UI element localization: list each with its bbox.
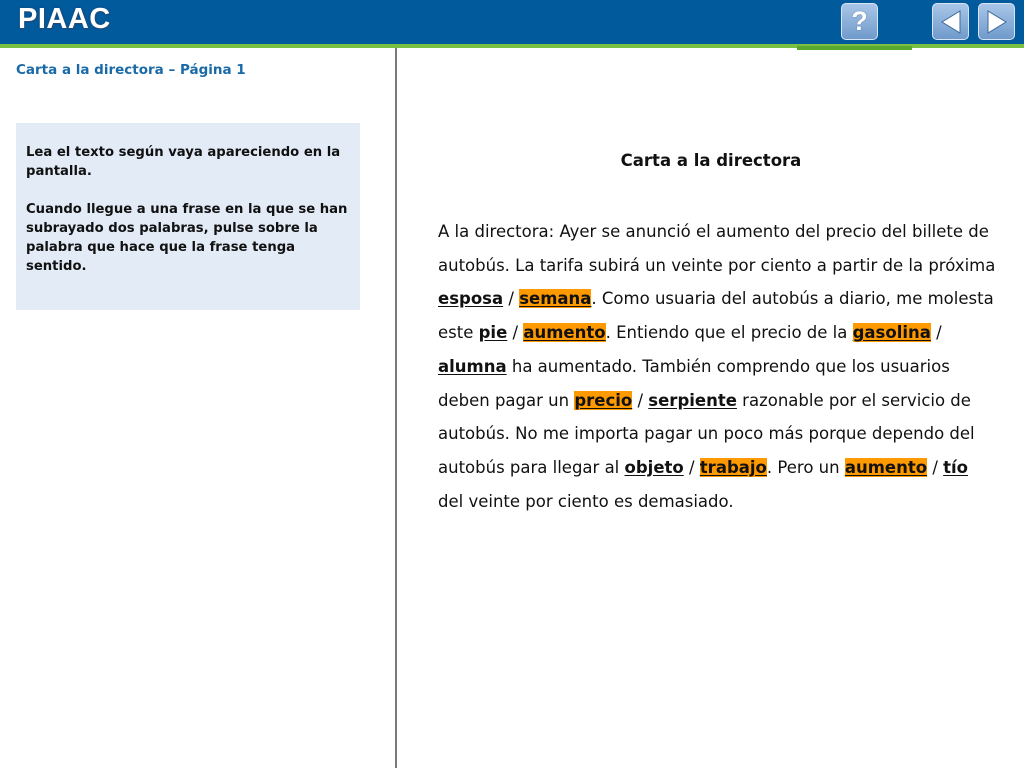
choice-option[interactable]: tío: [943, 457, 969, 477]
page-title: Carta a la directora – Página 1: [16, 62, 246, 78]
letter-text: . Pero un: [766, 457, 845, 477]
help-icon: ?: [851, 6, 868, 36]
choice-option-selected[interactable]: semana: [519, 289, 592, 309]
choice-option-selected[interactable]: trabajo: [699, 457, 767, 477]
help-button[interactable]: [841, 3, 878, 40]
instruction-text: Lea el texto según vaya apareciendo en la pantalla.: [26, 145, 341, 179]
choice-separator: /: [930, 323, 942, 343]
letter-text: . Como usuaria del autobús a diario, me molesta este: [438, 289, 994, 343]
choice-separator: /: [927, 457, 944, 477]
letter-text: A la directora: Ayer se anunció el aumento del precio del billete de autobús. La tarifa subirá un veinte por ciento a partir de la próxima: [438, 222, 996, 275]
triangle-right-icon: [985, 9, 1009, 35]
choice-option[interactable]: esposa: [438, 289, 504, 309]
choice-option-selected[interactable]: gasolina: [852, 323, 931, 343]
instruction-text: Cuando llegue a una frase en la que se han subrayado dos palabras, pulse sobre la palabra que hace que la frase tenga sentido.: [26, 202, 348, 274]
letter-text: . Entiendo que el precio de la: [605, 323, 853, 343]
choice-separator: /: [503, 289, 520, 309]
choice-option[interactable]: objeto: [624, 457, 684, 477]
choice-option-selected[interactable]: precio: [574, 390, 633, 410]
choice-option-selected[interactable]: aumento: [844, 457, 928, 477]
letter-text: ha aumentado. También comprendo que los usuarios deben pagar un: [438, 356, 950, 410]
choice-option[interactable]: serpiente: [648, 390, 737, 410]
top-bar: [0, 0, 1024, 44]
choice-option-selected[interactable]: aumento: [523, 323, 606, 343]
letter-text: razonable por el servicio de autobús. No me importa pagar un poco más porque dependo del autobús para llegar al: [438, 390, 975, 477]
choice-separator: /: [683, 457, 700, 477]
piaac-logo: PIAAC: [18, 3, 111, 35]
panel-divider: [395, 48, 397, 768]
choice-option[interactable]: alumna: [438, 356, 507, 376]
letter-text: del veinte por ciento es demasiado.: [438, 491, 734, 511]
letter-body: [438, 215, 998, 518]
back-button[interactable]: [932, 3, 969, 40]
instructions-box: [16, 123, 360, 310]
choice-separator: /: [507, 323, 524, 343]
header-stripe-accent: [797, 46, 912, 50]
choice-separator: /: [632, 390, 649, 410]
letter-title: Carta a la directora: [620, 151, 802, 170]
next-button[interactable]: [978, 3, 1015, 40]
choice-option[interactable]: pie: [478, 323, 508, 343]
triangle-left-icon: [939, 9, 963, 35]
